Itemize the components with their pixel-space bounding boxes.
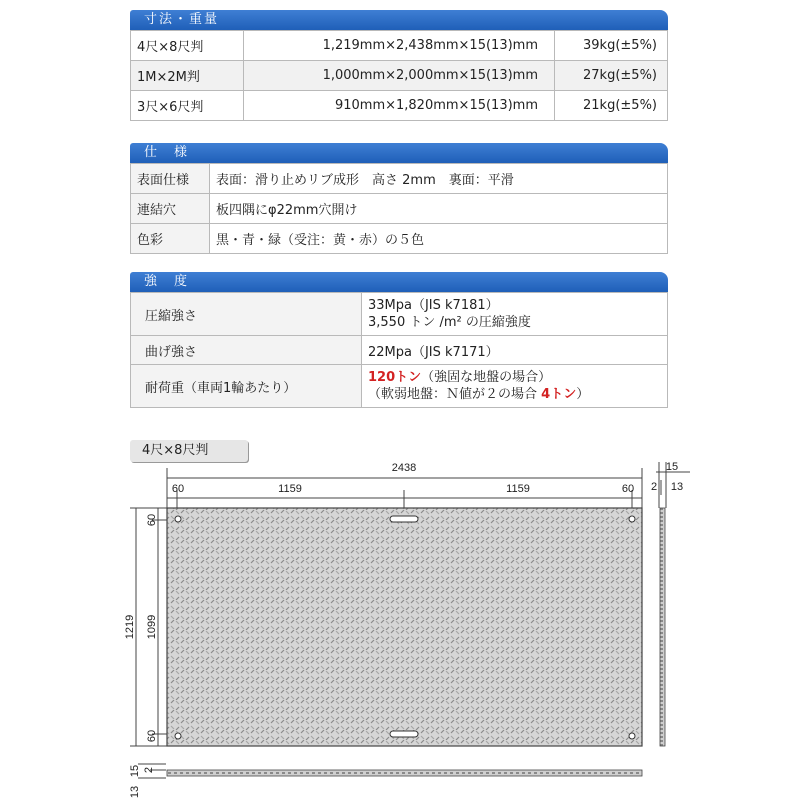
table-row [131, 336, 668, 365]
half-left-label: 1159 [278, 483, 302, 495]
strength-table [130, 292, 668, 408]
edge-left-label: 60 [171, 483, 185, 495]
table-row [131, 91, 668, 121]
spec-value: 表面：滑り止めリブ成形 高さ 2mm 裏面：平滑 [210, 164, 668, 194]
spec-value: 黒・青・緑（受注：黄・赤）の５色 [210, 224, 668, 254]
load-value [362, 365, 668, 408]
weight-cell: 21kg(±5%) [555, 91, 668, 121]
spec-value: 板四隅にφ22mm穴開け [210, 194, 668, 224]
top-dimension-lines [167, 468, 642, 520]
spec-table [130, 163, 668, 254]
compression-value-line1: 33Mpa（JIS k7181） [368, 298, 499, 313]
spec-label: 連結穴 [131, 194, 210, 224]
load-strong-note: （強固な地盤の場合） [421, 370, 552, 385]
plate-edge-view [167, 770, 642, 776]
rib-height-label: 2 [650, 481, 658, 493]
strength-header: 強 度 [130, 272, 668, 292]
load-soft-prefix: （軟弱地盤：Ｎ値が２の場合 [368, 387, 538, 402]
table-row [131, 293, 668, 336]
spec-header: 仕 様 [130, 143, 668, 163]
compression-value-line2: 3,550 トン /m² の圧縮強度 [368, 315, 531, 330]
edge-rib-label: 2 [143, 766, 155, 774]
total-width-label: 2438 [391, 462, 417, 474]
handle-slots [390, 516, 418, 737]
size-cell: 4尺×8尺判 [131, 31, 244, 61]
half-right-label: 1159 [506, 483, 530, 495]
weight-cell: 39kg(±5%) [555, 31, 668, 61]
edge-bottom-label: 60 [146, 729, 158, 743]
strength-value [362, 293, 668, 336]
strength-label: 曲げ強さ [131, 336, 362, 365]
load-value-line1 [368, 369, 661, 386]
load-soft-suffix: ） [576, 387, 590, 402]
thickness-label: 15 [665, 461, 679, 473]
measure-cell: 1,000mm×2,000mm×15(13)mm [244, 61, 555, 91]
edge-top-label: 60 [146, 513, 158, 527]
edge-right-label: 60 [621, 483, 635, 495]
dimensions-header: 寸法・重量 [130, 10, 668, 30]
connection-holes [175, 516, 635, 739]
dimensions-section [130, 10, 668, 121]
edge-dimension-lines [138, 764, 166, 778]
total-height-label: 1219 [124, 614, 136, 640]
load-strong-ground: 120トン [368, 370, 422, 385]
load-soft-ground: 4トン [541, 387, 577, 402]
base-thickness-label: 13 [670, 481, 684, 493]
dimensions-table [130, 30, 668, 121]
table-row [131, 224, 668, 254]
edge-base-label: 13 [129, 785, 141, 799]
table-row [131, 194, 668, 224]
table-row [131, 365, 668, 408]
side-dimension-lines [656, 462, 690, 508]
size-cell: 3尺×6尺判 [131, 91, 244, 121]
plate-side-view [660, 508, 665, 746]
load-value-line2 [368, 386, 661, 403]
table-row [131, 164, 668, 194]
measure-cell: 1,219mm×2,438mm×15(13)mm [244, 31, 555, 61]
table-row [131, 31, 668, 61]
bending-value: 22Mpa（JIS k7171） [362, 336, 668, 365]
inner-height-label: 1099 [146, 614, 158, 640]
spec-section [130, 143, 668, 254]
plate-body [167, 508, 642, 746]
drawing-title: 4尺×8尺判 [130, 440, 248, 462]
table-row [131, 61, 668, 91]
size-cell: 1M×2M判 [131, 61, 244, 91]
strength-section [130, 272, 668, 408]
weight-cell: 27kg(±5%) [555, 61, 668, 91]
spec-label: 色彩 [131, 224, 210, 254]
edge-thickness-label: 15 [129, 764, 141, 778]
strength-label: 耐荷重（車両1輪あたり） [131, 365, 362, 408]
strength-label: 圧縮強さ [131, 293, 362, 336]
left-dimension-lines [130, 508, 168, 746]
measure-cell: 910mm×1,820mm×15(13)mm [244, 91, 555, 121]
spec-label: 表面仕様 [131, 164, 210, 194]
